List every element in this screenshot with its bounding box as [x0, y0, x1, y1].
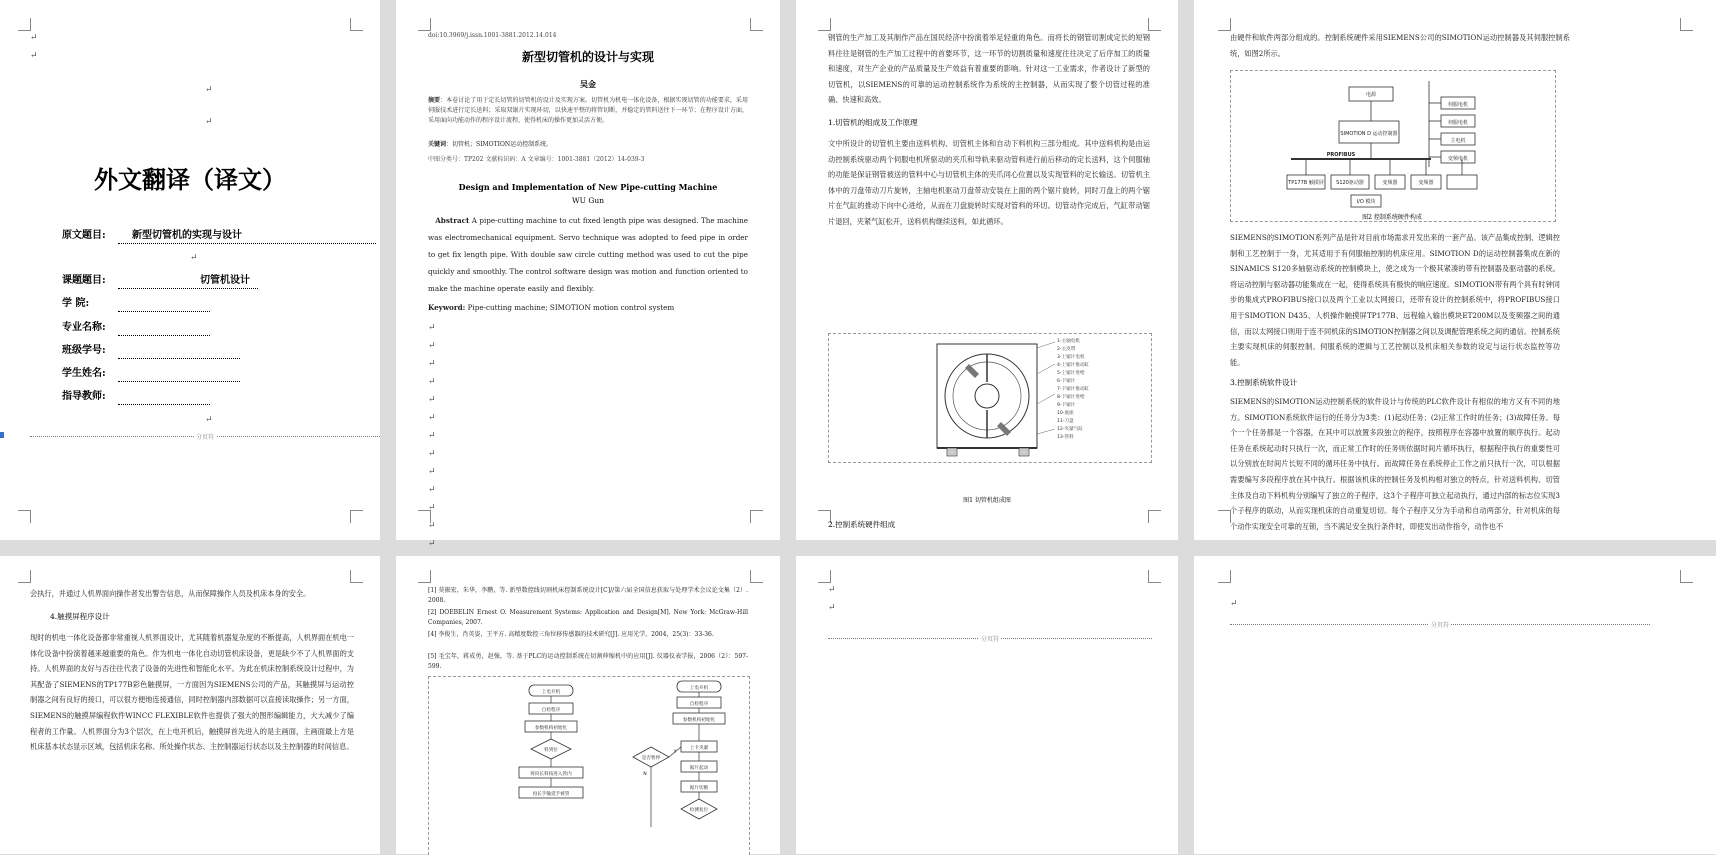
english-author: WU Gun — [571, 196, 605, 205]
page5-paragraph: 现时的机电一体化设备都非常重视人机界面设计，尤其随着机器复杂度的不断提高，人机界面在机电一体化设备中扮演着越来越重要的角色。作为机电一体化自动切管机床设备，更是缺少不了人机界面的支持。人机界面的友好与否往往代表了设备的先进性和智能化水平。为此在机床控制系统设计过程中，为其配备了SIEMENS的TP177B彩色触摸屏，一方面因为SIEMENS公司的产品，其触摸屏与运动控制器之间有良好的接口，可以很方便地连接通信，同时控制器内部数据可以直接读取操作；另一方面，SIEMENS的触摸屏编程软件WINCC FLEXIBLE软件也提供了强大的图形编辑能力，大大减少了编程者的工作量。人机界面分为3个层次，在上电开机后，触摸屏首先进入的是主画面，主画面最上方是机床基本状态显示区域，包括机床名称、所处操作状态、主控制器运行状态以及主控制器的时间信息。 — [30, 633, 354, 752]
english-abstract-label: Abstract — [435, 216, 470, 225]
reference-item: [1] 莫振宏，朱华，李鹏，等. 新型数控线切割机床控制系统设计[C]//第六届全国信息获取与处理学术会议论文集（2）. 2008. — [428, 587, 748, 604]
fig1-legend-item: 11-刀盘 — [1057, 419, 1074, 424]
page-corner-mark — [18, 570, 31, 583]
reference-item: [2] DOEBELIN Ernest O. Measurement Systems: Application and Design[M]. New York: McGraw-Hill Companies, 2007. — [428, 609, 748, 626]
page4-paragraph-1: SIEMENS的SIMOTION系列产品是针对目前市场需求开发出来的一套产品。该产品集成控制、逻辑控制和工艺控制于一身，尤其适用于有伺服轴控制的机床应用。SIMOTION D的运动控制器集成在新的SINAMICS S120多轴驱动系统的控制模块上，使之成为一个极其紧凑的带有控制器及驱动器的系统。将运动控制与驱动器功能集成在一起，使得系统具有极快的响应速度。SIMOTION带有两个具有时钟同步的集成式PROFIBUS接口以及两个工业以太网接口，还带有设计的控制系统中，将PROFIBUS接口用于SIMOTION D435、人机操作触摸屏TP177B、远程输入输出模块ET200M以及变频器之间的通信，而以太网接口则用于连不同机床的SIMOTION控制器之间以及调配管理系统之间的通信。控制系统主要实现机床的伺服控制、伺服系统的逻辑与工艺控制以及机床相关参数的设定与运行状态监控等功能。 — [1230, 233, 1560, 367]
page-corner-mark — [350, 570, 363, 583]
flow-yes-label: Y — [673, 750, 677, 755]
fig1-legend-item: 12-夹紧气缸 — [1057, 427, 1083, 432]
flowchart-diagram — [429, 677, 749, 855]
flow-left-node: 参数机构初始化 — [534, 726, 568, 731]
section-heading-3: 3.控制系统软件设计 — [1230, 378, 1298, 387]
major-line — [118, 335, 210, 336]
page4-intro: 由硬件和软件两部分组成的。控制系统硬件采用SIEMENS公司的SIMOTION运动控制器及其伺服控制系统，如图2所示。 — [1230, 33, 1570, 58]
paragraph-mark: ↵ — [205, 85, 213, 95]
document-page-5 — [0, 556, 380, 854]
flow-right-node: 自检程序 — [689, 702, 709, 707]
paragraph-mark: ↵ — [828, 585, 836, 595]
section-1-text: 文中所设计的切管机主要由送料机构、切管机主体和自动下料机构三部分组成。其中送料机构是由运动控制系统驱动两个伺服电机所驱动的夹爪和导轨来驱动管料进行前后移动的定长送料，这个伺服轴的功能是保证钢管被送的管料中心与切管机主体的夹爪同心位置以及实现管料的定长输送。切管机主体中的刀盘带动刀片旋转，主轴电机驱动刀盘带动安装在上面的两个锯片旋转，同时刀盘上的两个锯片在气缸的推动下向中心进给，从而在刀盘旋转时实现对管料的环切。切管动作完成后，气缸带动锯片退回，夹紧气缸松开，送料机构继续送料，如此循环。 — [828, 139, 1150, 226]
figure-1-caption: 图1 切管机组成图 — [963, 497, 1011, 504]
document-page-1 — [0, 0, 380, 540]
document-page-4 — [1194, 0, 1716, 540]
page-break-line — [828, 636, 1152, 643]
fig1-legend-item: 8-下锯片进给 — [1057, 395, 1085, 400]
page-break-line — [30, 434, 380, 441]
page-corner-mark — [750, 510, 763, 523]
fig1-legend-item: 10-底座 — [1057, 411, 1074, 416]
reference-item: [4] 李俊生，肖英姿，王平方. 高精度数控三角位移传感器的技术研究[J]. 应用光学，2004，25(3)：33-36. — [428, 631, 714, 638]
fig1-legend-item: 13-管料 — [1057, 435, 1074, 440]
page-title: 外文翻译（译文） — [94, 165, 286, 194]
advisor-line — [118, 404, 210, 405]
document-page-8 — [1194, 556, 1716, 854]
flow-right-node: 锯片起动 — [689, 766, 709, 771]
page-break-label: 分页符 — [1430, 622, 1450, 629]
figure-3 — [428, 676, 750, 855]
figure-2-caption: 图2 控制系统硬件构成 — [1362, 214, 1422, 221]
page-corner-mark — [1148, 570, 1161, 583]
flow-right-node: 参数机构初始化 — [682, 718, 716, 723]
fig2-motor-label: 变频电机 — [1447, 156, 1469, 162]
abstract-label: 摘要 — [428, 97, 441, 104]
fig2-motor-label: 伺服电机 — [1447, 102, 1469, 108]
page-corner-mark — [1148, 510, 1161, 523]
fig1-legend-item: 5-上锯片进给 — [1057, 371, 1085, 376]
figure-2 — [1230, 70, 1556, 222]
pipe-cutter-diagram — [829, 334, 1151, 462]
intro-paragraph: 钢管的生产加工及其制作产品在国民经济中扮演着举足轻重的角色。而将长的钢管切割成定长的短钢料往往是钢管的生产加工过程中的首要环节，这一环节的切割质量和速度往往决定了后序加工的质量和速度，对生产企业的产品质量及生产效益有着重要的影响。针对这一工业需求，作者设计了新型的切管机，以SIEMENS的可靠的运动控制系统作为系统的主控制器，从而实现了整个切管过程的准确、快速和高效。 — [828, 33, 1150, 105]
section-heading-4: 4.触摸屏程序设计 — [50, 612, 110, 621]
fig2-inverter-label: 变频器 — [1382, 180, 1398, 186]
page-corner-mark — [750, 18, 763, 31]
topic-value: 切管机设计 — [200, 275, 250, 286]
flow-no-label: N — [643, 772, 647, 777]
article-author: 吴金 — [580, 79, 596, 89]
english-abstract — [428, 212, 748, 304]
page-corner-mark — [1680, 570, 1693, 583]
page-corner-mark — [18, 18, 31, 31]
page-break-label: 分页符 — [195, 434, 215, 441]
fig1-legend-item: 4-上锯片推动缸 — [1057, 363, 1090, 368]
class-line — [118, 358, 240, 359]
paragraph-mark: ↵ — [205, 117, 213, 127]
fig1-legend-item: 2-主皮带 — [1057, 347, 1076, 352]
college-line — [118, 311, 210, 312]
fig1-legend-item: 7-下锯片推动缸 — [1057, 387, 1090, 392]
paragraph-mark: ↵ ↵ ↵ ↵ ↵ ↵ ↵ ↵ ↵ ↵ ↵ ↵ ↵ — [428, 323, 436, 549]
abstract-block: 摘要：本卷讨论了用于定长切管的切管机的设计及实现方案。切管机为机电一体化设备，根据实现切管的功能要求，采用伺服技术进行定长送料；采取双锯片实现环切，以快速平整的将管切断，并稳定的管料送往下一环节；在程序设计方面，采用面向功能动作的程序设计流程，使得机床的操作更加灵活方便。 — [428, 97, 748, 124]
fig2-motor-label: 伺服电机 — [1447, 120, 1469, 126]
page-corner-mark — [818, 570, 831, 583]
source-title-label: 原文题目: — [62, 230, 106, 241]
fig1-legend-item: 3-上锯片电机 — [1057, 355, 1085, 360]
english-keywords-label: Keyword: — [428, 303, 466, 312]
classification-line: 中图分类号：TP202 文献标识码：A 文章编号：1001-3881（2012）14-039-3 — [428, 156, 645, 163]
major-label: 专业名称: — [62, 322, 106, 333]
class-label: 班级学号: — [62, 345, 106, 356]
document-page-2 — [396, 0, 780, 549]
fig1-legend-item: 9-下锯片 — [1057, 403, 1076, 408]
fig2-controller-label: SIMOTION D 运动控制器 — [1340, 131, 1398, 137]
student-line — [118, 381, 240, 382]
section-heading-2: 2.控制系统硬件组成 — [828, 520, 896, 529]
fig2-hmi-label: TP177B 触摸屏 — [1288, 180, 1324, 186]
fig2-profibus-label: PROFIBUS — [1326, 152, 1356, 158]
student-label: 学生姓名: — [62, 368, 106, 379]
document-page-6 — [396, 556, 780, 854]
source-title-line — [118, 243, 376, 244]
english-title: Design and Implementation of New Pipe-cutting Machine — [458, 182, 718, 192]
section-heading-1: 1.切管机的组成及工作原理 — [828, 118, 918, 127]
cursor-indicator — [0, 432, 9, 438]
doi-line: doi:10.3969/j.issn.1001-3881.2012.14.014 — [428, 32, 557, 39]
page-break-label: 分页符 — [980, 636, 1000, 643]
paragraph-mark: ↵ — [1230, 599, 1238, 609]
fig2-power-label: 电源 — [1365, 92, 1377, 98]
abstract-text: 本卷讨论了用于定长切管的切管机的设计及实现方案。切管机为机电一体化设备，根据实现切管的功能要求，采用伺服技术进行定长送料；采取双锯片实现环切，以快速平整的将管切断，并稳定的管料送往下一环节；在程序设计方面，采用面向功能动作的程序设计流程，使得机床的操作更加灵活方便。 — [428, 97, 748, 124]
page-break-line — [1230, 622, 1650, 629]
topic-label: 课题题目: — [62, 275, 106, 286]
english-keywords-text: Pipe-cutting machine; SIMOTION motion control system — [467, 303, 675, 312]
flow-right-node: 上卡夹紧 — [689, 746, 709, 751]
page-corner-mark — [418, 570, 431, 583]
fig2-inverter-label: 变频器 — [1418, 180, 1434, 186]
flow-right-node: 是否暂停 — [641, 756, 661, 761]
paragraph-mark: ↵ — [190, 253, 198, 263]
page-corner-mark — [350, 18, 363, 31]
college-label: 学 院: — [62, 298, 90, 309]
reference-item: [5] 毛宝年，蒋成勇，赵强，等. 基于PLC的运动控制系统在切割伸缩机中的应用[J]. 仪器仪表学报，2006（2）：597-599. — [428, 653, 748, 670]
topic-line — [118, 288, 258, 289]
flow-right-node: 检测复位 — [689, 808, 709, 813]
flow-right-node: 锯片切断 — [689, 786, 709, 791]
english-keywords — [428, 302, 748, 316]
flow-left-node: 再长手输延手被管 — [532, 792, 570, 797]
page-corner-mark — [1680, 18, 1693, 31]
page-corner-mark — [350, 510, 363, 523]
page4-paragraph-2: SIEMENS的SIMOTION运动控制系统的软件设计与传统的PLC软件设计有相似的地方又有不同的地方。SIMOTION系统软件运行的任务分为3类：(1)起动任务；(2)正常工作时的任务；(3)故障任务。每个一个任务都是一个容器，在其中可以放置多段独立的程序，按照程序在容器中放置的顺序执行。起动任务在系统起动时只执行一次，而正常工作时的任务则依据时间片循环执行，根据程序执行的重要性可以分别放在时间片长短不同的循环任务中执行。而故障任务在系统停止工作之前只执行一次，可以根据需要编写多段程序放在其中执行。根据该机床的控制任务及机构相对独立的特点，针对送料机构、切管主体及自动下料机构分别编写了独立的子程序，这3个子程序可独立起动执行，通过内部的标志位实现3个子程序的联动，从而实现机床的自动重复切切。每个子程序又分为手动和自动两部分，针对机床的每个动作实现安全可靠的互锁，当不满足安全执行条件时，即使发出动作指令，动作也不 — [1230, 397, 1560, 531]
control-hardware-diagram — [1231, 71, 1555, 221]
paragraph-mark: ↵ — [205, 415, 213, 425]
source-title-value: 新型切管机的实现与设计 — [132, 230, 242, 241]
document-page-7 — [796, 556, 1178, 854]
page-corner-mark — [18, 510, 31, 523]
document-page-3 — [796, 0, 1178, 540]
paragraph-mark: ↵ — [828, 603, 836, 613]
keywords-label: 关键词 — [428, 141, 447, 148]
paragraph-mark: ↵ — [30, 33, 38, 43]
advisor-label: 指导教师: — [62, 391, 106, 402]
figure-1 — [828, 333, 1152, 463]
flow-left-node: 将向长料按进入管内 — [530, 772, 572, 777]
keywords-block: 关键词：切管机；SIMOTION运动控制系统。 — [428, 141, 553, 148]
flow-left-node: 上电开机 — [541, 690, 561, 695]
fig1-legend-item: 1-主轴电机 — [1057, 339, 1080, 344]
english-abstract-text: A pipe-cutting machine to cut fixed length pipe was designed. The machine was electromechanical equipment. Servo technique was adopted to feed pipe in order to get fix length pipe. With double saw circle cutting method was used to cut the pipe quickly and smoothly. The control software design was motion and function oriented to make the machine operate easily and flexibly. — [428, 216, 748, 293]
flow-left-node: 料到位 — [544, 748, 558, 753]
fig2-io-label: I/O 模块 — [1356, 199, 1376, 205]
flow-right-node: 上电开机 — [689, 686, 709, 691]
fig2-motor-label: 主电机 — [1450, 138, 1466, 144]
article-title: 新型切管机的设计与实现 — [521, 50, 654, 64]
page-corner-mark — [1218, 570, 1231, 583]
paragraph-mark: ↵ — [30, 51, 38, 61]
fig1-legend-item: 6-下锯片 — [1057, 379, 1076, 384]
flow-left-node: 自检程序 — [541, 708, 561, 713]
fig2-s120-label: S120驱动器 — [1336, 180, 1364, 186]
page5-top-text: 会执行，并通过人机界面向操作者发出警告信息，从而保障操作人员及机床本身的安全。 — [30, 589, 311, 598]
page-corner-mark — [750, 570, 763, 583]
keywords-text: 切管机；SIMOTION运动控制系统。 — [452, 141, 553, 148]
